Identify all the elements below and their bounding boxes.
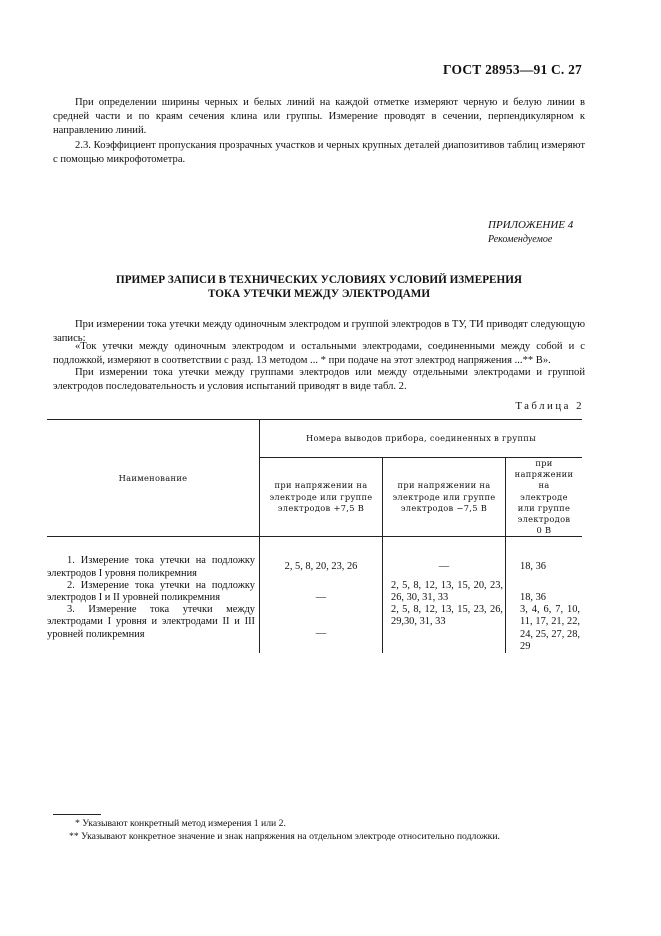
row-1-minus: —	[383, 537, 506, 580]
table-row	[47, 537, 582, 580]
header-sub-minus: при напряжении на электроде или группе электродов −7,5 В	[383, 458, 506, 537]
row-3-plus: —	[260, 604, 383, 653]
header-sub-plus: при напряжении на электроде или группе электродов +7,5 В	[260, 458, 383, 537]
body-paragraph-2	[53, 340, 585, 368]
header-sub-zero: при напряжении на электроде или группе электродов 0 В	[506, 458, 583, 537]
row-1-plus: 2, 5, 8, 20, 23, 26	[260, 537, 383, 580]
appendix-label: ПРИЛОЖЕНИЕ 4	[488, 219, 574, 231]
intro-paragraph-2	[53, 139, 585, 167]
footnote-1-text: Указывают конкретный метод измерения 1 или 2.	[82, 818, 286, 829]
row-1-name	[47, 537, 260, 580]
appendix-block	[488, 219, 573, 246]
row-2-minus: 2, 5, 8, 12, 13, 15, 20, 23, 26, 30, 31, 33	[383, 580, 506, 604]
row-1-name-text: 1. Измерение тока утечки на подложку электродов I уровня поликремния	[47, 555, 255, 579]
footnote-2-text: Указывают конкретное значение и знак напряжения на отдельном электроде относительно подложки.	[81, 831, 500, 842]
section-title	[53, 274, 585, 301]
body-p1-text: При измерении тока утечки между одиночным электродом и группой электродов в ТУ, ТИ приводят следующую запись:	[53, 319, 585, 345]
page-header: ГОСТ 28953—91 С. 27	[443, 62, 582, 77]
section-title-line-1: ПРИМЕР ЗАПИСИ В ТЕХНИЧЕСКИХ УСЛОВИЯХ УСЛОВИЙ ИЗМЕРЕНИЯ	[116, 274, 522, 286]
row-2-zero: 18, 36	[506, 580, 583, 604]
footnote-2	[69, 830, 585, 843]
body-p2-text: «Ток утечки между одиночным электродом и остальными электродами, соединенными между собой и с подложкой, измеряют в соответствии с разд. 13 методом ... * при подаче на этот электрод напряжения ...** В».	[53, 341, 585, 367]
row-3-zero: 3, 4, 6, 7, 10, 11, 17, 21, 22, 24, 25, 27, 28, 29	[506, 604, 583, 653]
row-3-minus: 2, 5, 8, 12, 13, 15, 23, 26, 29,30, 31, 33	[383, 604, 506, 653]
header-group: Номера выводов прибора, соединенных в группы	[260, 420, 583, 458]
row-2-name	[47, 580, 260, 604]
intro-p2-text: 2.3. Коэффициент пропускания прозрачных участков и черных крупных деталей диапозитивов таблиц измеряют с помощью микрофотометра.	[53, 140, 585, 166]
row-2-name-text: 2. Измерение тока утечки на подложку электродов I и II уровней поликремния	[47, 579, 255, 604]
table-row	[47, 604, 582, 653]
body-paragraph-3	[53, 366, 585, 394]
table-row	[47, 580, 582, 604]
row-2-plus: —	[260, 580, 383, 604]
footnote-1-mark: *	[75, 818, 80, 829]
intro-paragraph-1	[53, 96, 585, 139]
footnote-1	[75, 817, 585, 830]
data-table	[47, 419, 582, 653]
footnote-divider	[53, 814, 101, 815]
table-caption: Таблица 2	[515, 400, 584, 412]
body-p3-text: При измерении тока утечки между группами электродов или между отдельными электродами и группой электродов последовательность и условия испытаний приводят в виде табл. 2.	[53, 367, 585, 393]
intro-p1-text: При определении ширины черных и белых линий на каждой отметке измеряют черную и белую линии в средней части и по краям сечения клина или группы. Измерение проводят в сечении, перпендикулярном к направлению линий.	[53, 97, 585, 137]
row-3-name	[47, 604, 260, 653]
row-1-zero: 18, 36	[506, 537, 583, 580]
appendix-status: Рекомендуемое	[488, 233, 553, 245]
row-3-name-text: 3. Измерение тока утечки между электродами I уровня и электродами II и III уровней поликремния	[47, 604, 255, 640]
header-name: Наименование	[47, 420, 260, 537]
section-title-line-2: ТОКА УТЕЧКИ МЕЖДУ ЭЛЕКТРОДАМИ	[207, 287, 431, 300]
footnote-2-mark: **	[69, 831, 79, 842]
